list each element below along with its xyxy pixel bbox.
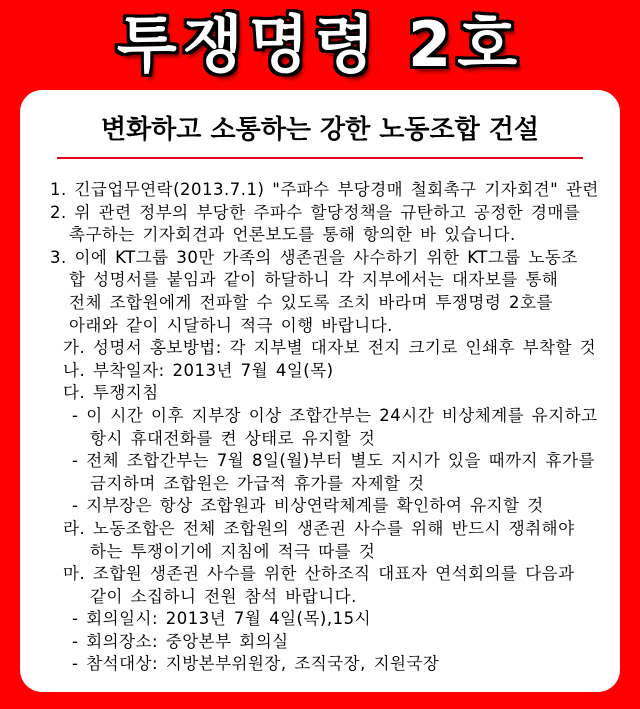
subitem-ma-line: 마. 조합원 생존권 사수를 위한 산하조직 대표자 연석회의를 다음과 [63,564,575,584]
subitem-da [20,382,620,518]
bullet-line: - 지부장은 항상 조합원과 비상연락체계를 확인하여 유지할 것 [72,496,544,516]
item-3 [20,247,620,337]
bullet-item [20,495,620,518]
item-3-line: 3. 이에 KT그룹 30만 가족의 생존권을 사수하기 위한 KT그룹 노동조 [50,247,578,267]
subitem-ra-line: 라. 노동조합은 전체 조합원의 생존권 사수를 위해 반드시 쟁취해야 [63,518,575,538]
bullet-item [20,405,620,450]
notice-body [20,179,620,676]
item-1-line: 1. 긴급업무연락(2013.7.1) "주파수 부당경매 철회촉구 기자회견" 관련 [50,180,599,199]
item-2 [20,202,620,247]
notice-panel [20,90,620,692]
bullet-line: - 전체 조합간부는 7월 8일(월)부터 별도 지시가 있을 때까지 휴가를 [72,451,596,471]
item-3-continuation: 아래와 같이 시달하니 적극 이행 바랍니다. [69,315,393,335]
slogan-heading: 변화하고 소통하는 강한 노동조합 건설 [100,115,540,145]
item-1 [20,179,620,202]
item-2-continuation: 촉구하는 기자회견과 언론보도를 통해 항의한 바 있습니다. [69,225,516,245]
subitem-na-line: 나. 부착일자: 2013년 7월 4일(목) [63,360,334,380]
subitem-ra-continuation: 하는 투쟁이기에 지침에 적극 따를 것 [90,541,376,561]
bullet-item [20,450,620,495]
bullet-continuation: 금지하며 조합원은 가급적 휴가를 자제할 것 [90,473,425,493]
meeting-datetime: - 회의일시: 2013년 7월 4일(목),15시 [72,609,372,629]
bullet-continuation: 항시 휴대전화를 켠 상태로 유지할 것 [90,428,376,448]
subitem-ma-continuation: 같이 소집하니 전원 참석 바랍니다. [90,586,357,606]
item-3-continuation: 합 성명서를 붙임과 같이 하달하니 각 지부에서는 대자보를 통해 [69,270,559,290]
subitem-ga-line: 가. 성명서 홍보방법: 각 지부별 대자보 전지 크기로 인쇄후 부착할 것 [63,338,597,358]
subitem-da-line: 다. 투쟁지침 [63,383,159,403]
item-2-line: 2. 위 관련 정부의 부당한 주파수 할당정책을 규탄하고 공정한 경매를 [50,202,581,222]
subitem-ga [20,337,620,360]
meeting-location: - 회의장소: 중앙본부 회의실 [72,631,289,651]
subitem-ra [20,518,620,563]
meeting-attendees: - 참석대상: 지방본부위원장, 조직국장, 지원국장 [72,654,440,674]
subitem-na [20,360,620,383]
poster-title: 투쟁명령 2호 [116,8,524,81]
subitem-ma [20,563,620,676]
heading-divider [57,157,583,159]
bullet-line: - 이 시간 이후 지부장 이상 조합간부는 24시간 비상체계를 유지하고 [72,405,598,425]
item-3-continuation: 전체 조합원에게 전파할 수 있도록 조치 바라며 투쟁명령 2호를 [69,292,553,312]
